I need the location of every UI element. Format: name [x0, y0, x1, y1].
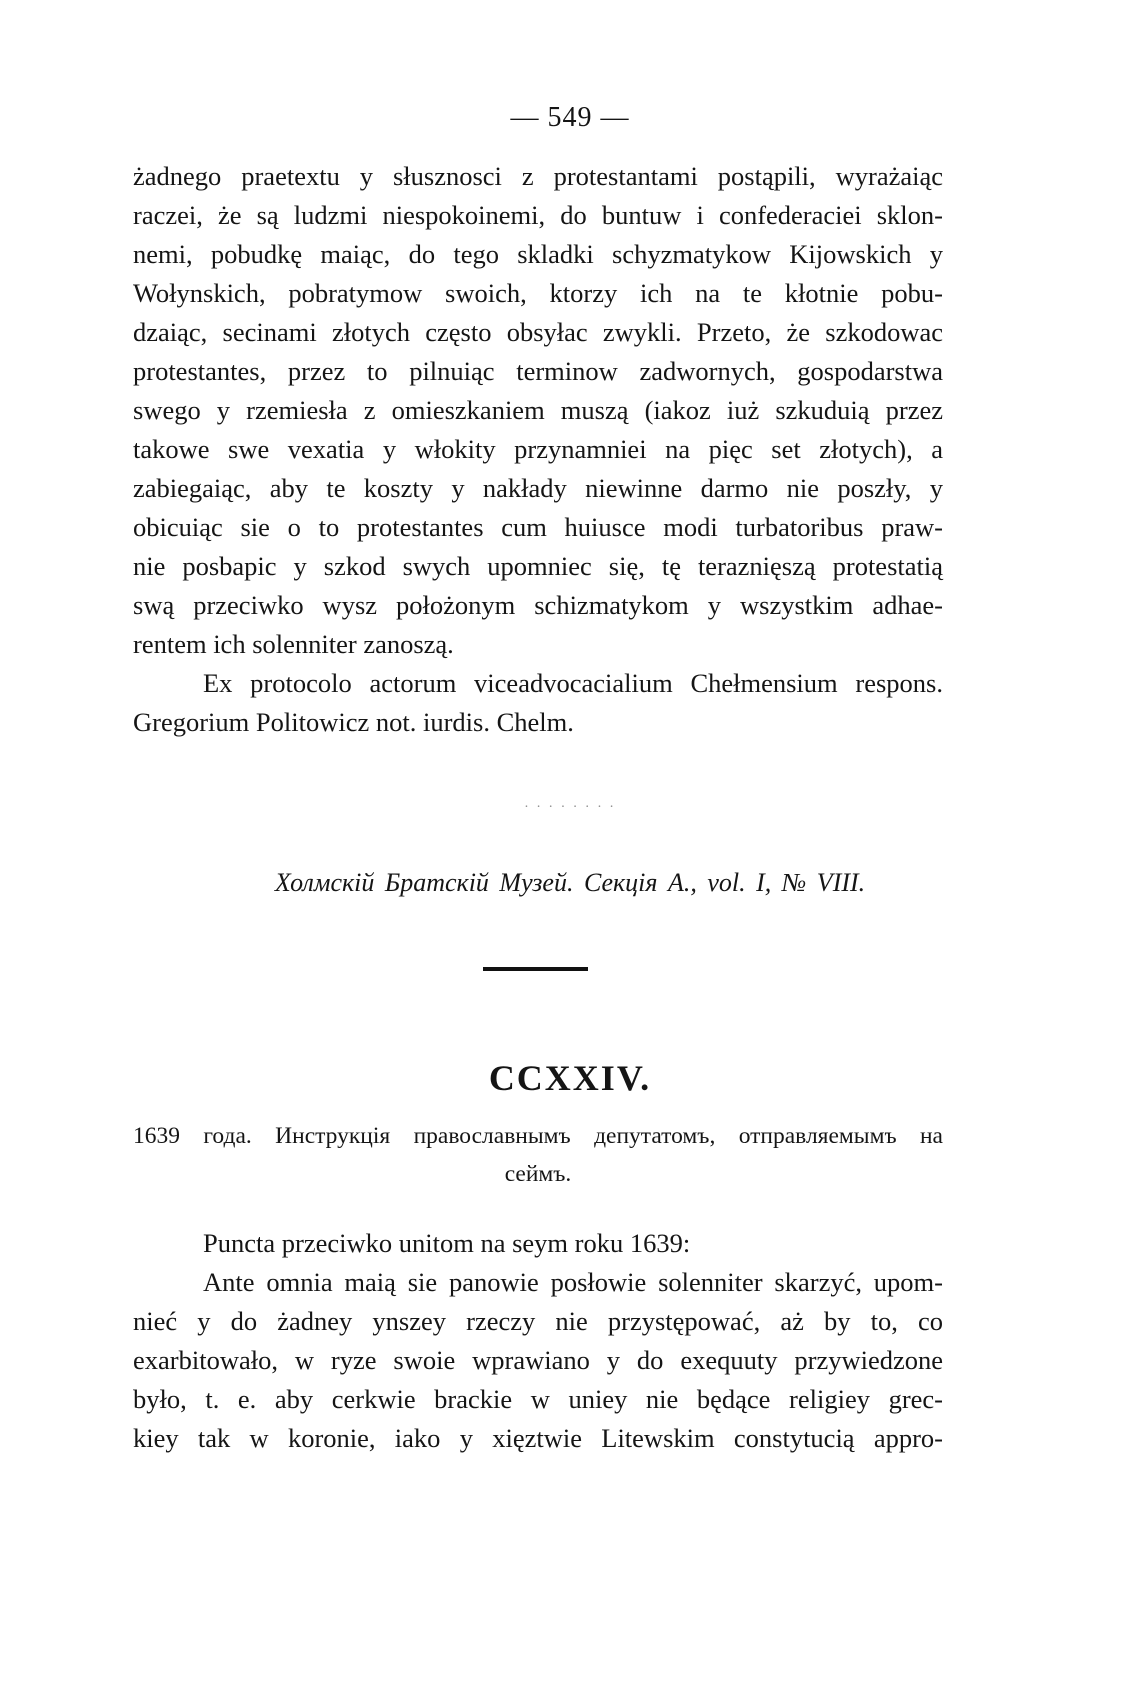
text-line: nie posbapic y szkod swych upomniec się, tę teraznięszą protestatią — [133, 551, 943, 581]
closing-line-signature: Gregorium Politowicz not. iurdis. Chelm. — [133, 707, 574, 737]
section-divider — [483, 967, 588, 971]
source-citation: Холмскій Братскій Музей. Секція А., vol. I, № VIII. — [274, 868, 866, 897]
separator-dots: · · · · · · · · — [524, 800, 616, 815]
paragraph-continuation — [133, 157, 943, 742]
paragraph-puncta — [133, 1224, 943, 1458]
heading-line: сеймъ. — [504, 1161, 572, 1187]
text-line: rentem ich solenniter zanoszą. — [133, 629, 454, 659]
text-line: zabiegaiąc, aby te koszty y nakłady niewinne darmo nie poszły, y — [133, 473, 943, 503]
text-line: nieć y do żadney ynszey rzeczy nie przystępować, aż by to, co — [133, 1306, 943, 1336]
text-line: Ante omnia maią sie panowie posłowie solenniter skarzyć, upom- — [203, 1267, 943, 1297]
text-line: było, t. e. aby cerkwie brackie w uniey nie będące religiey grec- — [133, 1384, 943, 1414]
text-line: kiey tak w koronie, iako y xięztwie Litewskim constytucią appro- — [133, 1423, 943, 1453]
text-line: żadnego praetextu y słusznosci z protestantami postąpili, wyrażaiąc — [133, 161, 943, 191]
text-line: Puncta przeciwko unitom na seym roku 1639: — [203, 1228, 691, 1258]
page-number: — 549 — — [510, 102, 630, 133]
text-line: obicuiąc sie o to protestantes cum huiusce modi turbatoribus praw- — [133, 512, 943, 542]
text-line: dzaiąc, secinami złotych często obsyłac zwykli. Przeto, że szkodowac — [133, 317, 943, 347]
text-line: raczei, że są ludzmi niespokoinemi, do buntuw i confederaciei sklon- — [133, 200, 943, 230]
text-line: Wołynskich, pobratymow swoich, ktorzy ich na te kłotnie pobu- — [133, 278, 943, 308]
text-line: swą przeciwko wysz położonym schizmatykom y wszystkim adhae- — [133, 590, 943, 620]
document-number: CCXXIV. — [488, 1058, 652, 1098]
text-line: swego y rzemiesła z omieszkaniem muszą (iakoz iuż szkuduią przez — [133, 395, 943, 425]
heading-line: 1639 года. Инструкція православнымъ депутатомъ, отправляемымъ на — [133, 1123, 943, 1149]
text-line: exarbitowało, w ryze swoie wprawiano y do exequuty przywiedzone — [133, 1345, 943, 1375]
closing-line-protocol: Ex protocolo actorum viceadvocacialium Chełmensium respons. — [203, 668, 943, 698]
text-line: protestantes, przez to pilnuiąc terminow zadwornych, gospodarstwa — [133, 356, 943, 386]
text-line: nemi, pobudkę maiąc, do tego skladki schyzmatykow Kijowskich y — [133, 239, 943, 269]
document-heading — [133, 1117, 943, 1193]
text-line: takowe swe vexatia y włokity przynamniei na pięc set złotych), a — [133, 434, 943, 464]
